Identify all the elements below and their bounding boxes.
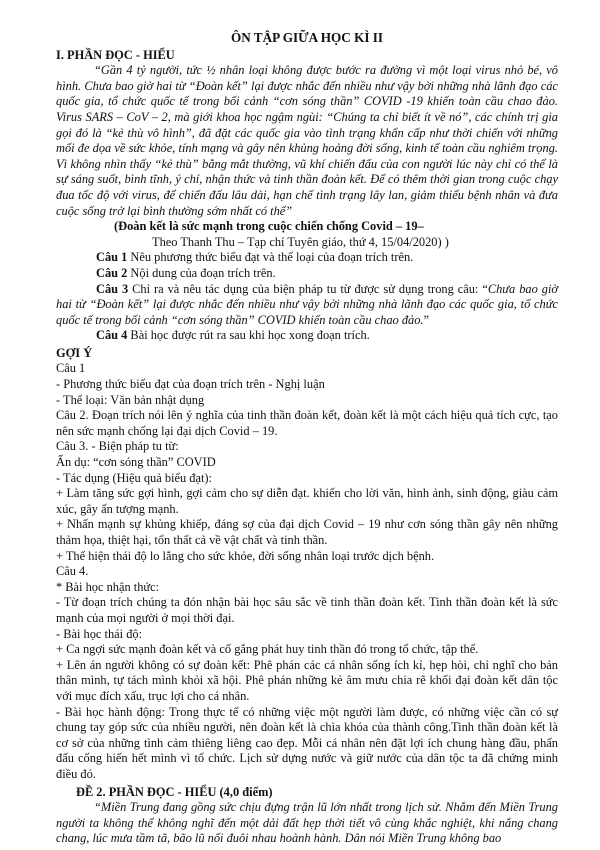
question-text: Nội dung của đoạn trích trên. — [127, 265, 276, 280]
question-text: Chỉ ra và nêu tác dụng của biện pháp tu từ được sử dụng trong câu: “ — [128, 281, 488, 296]
answer-line: Câu 3. - Biện pháp tu từ: — [56, 439, 179, 454]
answer-line: Câu 1 — [56, 361, 86, 376]
answer-line: + Nhấn mạnh sự khủng khiếp, đáng sợ của đại dịch Covid – 19 như cơn sóng thần gây nên những thảm họa, thiệt hại, tổn thất cả về vật chất và tinh thần. — [56, 517, 558, 547]
exam-2-passage: “Miền Trung đang gồng sức chịu đựng trận lũ lớn nhất trong lịch sử. Nhắm đến Miền Trung người ta không thể không nghĩ đến một dải đất hẹp thời tiết vô cùng khắc nghiệt, khi nắng chang chang, lúc mưa tầm tã, bão lũ nối đuôi nhau hoành hành. Dân nói Miền Trung không bao — [56, 800, 558, 846]
answer-line: * Bài học nhận thức: — [56, 579, 160, 594]
document-page — [56, 30, 558, 847]
answer-line: + Thể hiện thái độ lo lắng cho sức khỏe, đời sống nhân loại trước dịch bệnh. — [56, 548, 435, 563]
question-text: Bài học được rút ra sau khi học xong đoạn trích. — [127, 328, 370, 343]
reading-passage: “Gần 4 tỷ người, tức ½ nhân loại không được bước ra đường vì một loại virus nhỏ bé, vô hình. Chưa bao giờ hai từ “Đoàn kết” lại được nhắc đến nhiều như vậy bởi những nhà lãnh đạo các quốc gia, tổ chức quốc tế trong bối cảnh “cơn sóng thần” COVID -19 khiến toàn cầu chao đảo. Virus SARS – CoV – 2, mà giới khoa học ngậm ngùi: “Chúng ta chỉ biết ít về nó”, các chính trị gia gọi đó là “kẻ thù vô hình”, đã đặt các quốc gia vào tình trạng khẩn cấp như thời chiến với những mối đe dọa về sức khỏe, tính mạng và gây nên khủng hoảng đời sống, kinh tế toàn cầu nghiêm trọng. Vì không nhìn thấy “kẻ thù” bằng mắt thường, vũ khí chiến đấu của con người lúc này chỉ có thể là sự sáng suốt, bình tĩnh, ý chí, nhận thức và tinh thần đoàn kết. Để có thêm thời gian trong cuộc chạy đua tốc độ với virus, để chiến đấu lâu dài, hạn chế tình trạng lây lan, giảm thiểu bệnh nhân và đưa cuộc sống trở lại bình thường sớm nhất có thể” — [56, 63, 558, 218]
exam-2-heading: ĐỀ 2. PHẦN ĐỌC - HIỂU (4,0 điểm) — [76, 784, 273, 799]
question-2 — [56, 266, 558, 282]
answer-line: Câu 4. — [56, 564, 89, 579]
answer-line: + Ca ngợi sức mạnh đoàn kết và cố gắng phát huy tinh thần đó trong tổ chức, tập thể. — [56, 642, 479, 657]
question-1 — [56, 250, 558, 266]
answer-line: - Thể loại: Văn bản nhật dụng — [56, 392, 205, 407]
passage-source-line-2: Theo Thanh Thu – Tạp chí Tuyên giáo, thứ 4, 15/04/2020) ) — [152, 234, 449, 249]
hint-heading: GỢI Ý — [56, 345, 93, 360]
question-label: Câu 1 — [96, 250, 128, 265]
answer-list — [56, 361, 558, 782]
answer-line: Ẩn dụ: “cơn sóng thần” COVID — [56, 455, 216, 470]
question-label: Câu 4 — [96, 328, 128, 343]
answer-line: Câu 2. Đoạn trích nói lên ý nghĩa của tinh thần đoàn kết, đoàn kết là một cách hiệu quả tích cực, tạo nên sức mạnh chống lại đại dịch Covid – 19. — [56, 408, 558, 438]
answer-line: + Lên án người không có sự đoàn kết: Phê phán các cá nhân sống ích kỉ, hẹp hòi, chỉ nghĩ cho bản thân mình, tự tách mình khỏi xã hội. Phê phán những kẻ âm mưu chia rẽ khối đại đoàn kết dân tộc với mục đích xấu, trục lợi cho cá nhân. — [56, 657, 558, 703]
question-label: Câu 2 — [96, 265, 128, 280]
document-title: ÔN TẬP GIỮA HỌC KÌ II — [230, 30, 384, 45]
question-3 — [56, 282, 558, 329]
answer-line: - Từ đoạn trích chúng ta đón nhận bài học sâu sắc về tinh thần đoàn kết. Tinh thần đoàn kết là sức mạnh của mọi người ở mọi thời đại. — [56, 595, 558, 625]
question-quote: Chưa bao giờ hai từ “Đoàn kết” lại được nhắc đến nhiều như vậy bởi những nhà lãnh đạo các quốc gia, tổ chức quốc tế trong bối cảnh “cơn sóng thần” COVID khiến toàn cầu chao đảo. — [56, 281, 559, 327]
question-quote-close: ” — [423, 312, 430, 327]
question-label: Câu 3 — [96, 281, 129, 296]
answer-line: - Bài học hành động: Trong thực tế có những việc một người làm được, có những việc cần có sự chung tay góp sức của nhiều người, nên đoàn kết là chìa khóa của thành công.Tinh thần đoàn kết là cơ sở của những tình cảm thiêng liêng cao đẹp. Mỗi cá nhân nên đặt lợi ích chung hàng đầu, phấn đấu cống hiến hết mình vì tổ chức. Lịch sử dựng nước và giữ nước của dân tộc ta đã chứng minh điều đó. — [56, 704, 558, 781]
answer-line: - Phương thức biểu đạt của đoạn trích trên - Nghị luận — [56, 377, 325, 392]
question-4 — [56, 328, 558, 344]
passage-source-line-1: (Đoàn kết là sức mạnh trong cuộc chiến chống Covid – 19– — [114, 219, 424, 234]
section-heading-reading: I. PHẦN ĐỌC - HIỂU — [56, 47, 175, 62]
answer-line: - Tác dụng (Hiệu quả biểu đạt): — [56, 470, 212, 485]
question-text: Nêu phương thức biểu đạt và thể loại của đoạn trích trên. — [127, 250, 414, 265]
answer-line: + Làm tăng sức gợi hình, gợi cảm cho sự diễn đạt. khiến cho lời văn, hình ảnh, sinh động, giàu cảm xúc, gây ấn tượng mạnh. — [56, 486, 558, 516]
answer-line: - Bài học thái độ: — [56, 626, 143, 641]
